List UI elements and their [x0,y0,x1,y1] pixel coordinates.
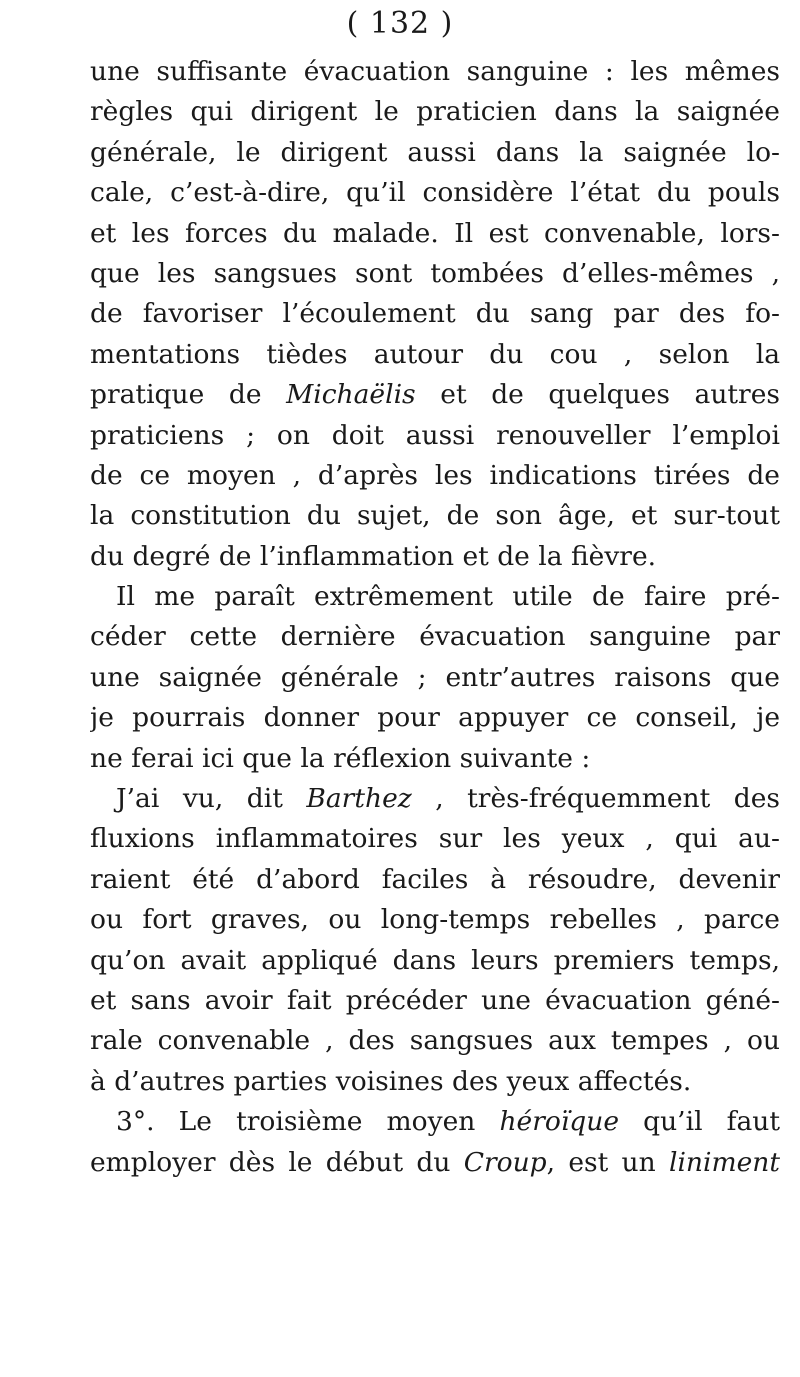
text-segment: une suffisante évacuation sanguine : les mêmes [90,56,780,87]
text-line [90,577,780,617]
text-segment: une saignée générale ; entr’autres raisons que [90,661,780,693]
text-segment: , est un [546,1146,669,1178]
text-line [90,133,780,173]
text-segment: qu’on avait appliqué dans leurs premiers temps, [90,944,780,976]
text-segment: J’ai vu, dit [116,783,307,815]
text-line [90,941,780,981]
text-line [90,92,780,132]
text-segment: de favoriser l’écoulement du sang par des fo- [90,298,780,330]
italic-text: Croup [463,1146,547,1178]
text-line [90,496,780,536]
text-line [90,698,780,738]
text-line [90,375,780,415]
text-segment: 3°. Le troisième moyen [116,1106,500,1138]
text-line [90,254,780,294]
text-line [90,860,780,900]
body-text [90,52,780,1183]
text-segment: et de quelques autres [415,379,780,411]
text-segment: et les forces du malade. Il est convenable, lors- [90,217,780,249]
text-line [90,335,780,375]
text-segment: rale convenable , des sangsues aux tempes , ou [90,1025,780,1057]
text-segment: générale, le dirigent aussi dans la saignée lo- [90,136,780,168]
text-segment: raient été d’abord faciles à résoudre, devenir [90,863,780,895]
text-segment: ou fort graves, ou long-temps rebelles , parce [90,904,780,936]
text-line [90,779,780,819]
text-line [90,1021,780,1061]
text-line [90,658,780,698]
text-segment: céder cette dernière évacuation sanguine par [90,621,780,653]
text-segment: de ce moyen , d’après les indications tirées de [90,459,780,491]
text-line [90,617,780,657]
italic-text: liniment [668,1146,780,1178]
text-line [90,819,780,859]
text-line [90,173,780,213]
text-line [90,416,780,456]
text-segment: la constitution du sujet, de son âge, et sur-tout [90,500,780,532]
text-segment: je pourrais donner pour appuyer ce conseil, je [90,702,780,734]
text-segment: Il me paraît extrêmement utile de faire pré- [116,581,780,613]
text-line [90,456,780,496]
italic-text: Michaëlis [286,379,416,411]
text-segment: qu’il faut [619,1106,780,1138]
text-segment: ne ferai ici que la réflexion suivante : [90,742,591,774]
text-segment: praticiens ; on doit aussi renouveller l’emploi [90,419,780,451]
text-segment: règles qui dirigent le praticien dans la saignée [90,96,780,128]
text-line [90,537,780,577]
text-segment: et sans avoir fait précéder une évacuation géné- [90,984,780,1016]
text-segment: mentations tièdes autour du cou , selon la [90,338,780,370]
text-line [90,1062,780,1102]
text-line [90,981,780,1021]
text-segment: cale, c’est-à-dire, qu’il considère l’état du pouls [90,177,780,209]
text-segment: pratique de [90,379,287,411]
text-line [90,900,780,940]
page-number: ( 132 ) [346,6,454,41]
text-segment: fluxions inflammatoires sur les yeux , qui au- [90,823,780,855]
text-segment: du degré de l’inflammation et de la fièvre. [90,540,657,572]
text-line [90,1102,780,1142]
italic-text: Barthez [306,783,412,815]
text-line [90,1143,780,1183]
text-line [90,52,780,92]
italic-text: héroïque [499,1106,620,1138]
text-line [90,739,780,779]
text-segment: que les sangsues sont tombées d’elles-mêmes , [90,257,780,289]
text-segment: employer dès le début du [90,1146,464,1178]
text-line [90,294,780,334]
text-segment: à d’autres parties voisines des yeux affectés. [90,1065,692,1097]
text-line [90,214,780,254]
text-segment: , très-fréquemment des [411,783,780,815]
